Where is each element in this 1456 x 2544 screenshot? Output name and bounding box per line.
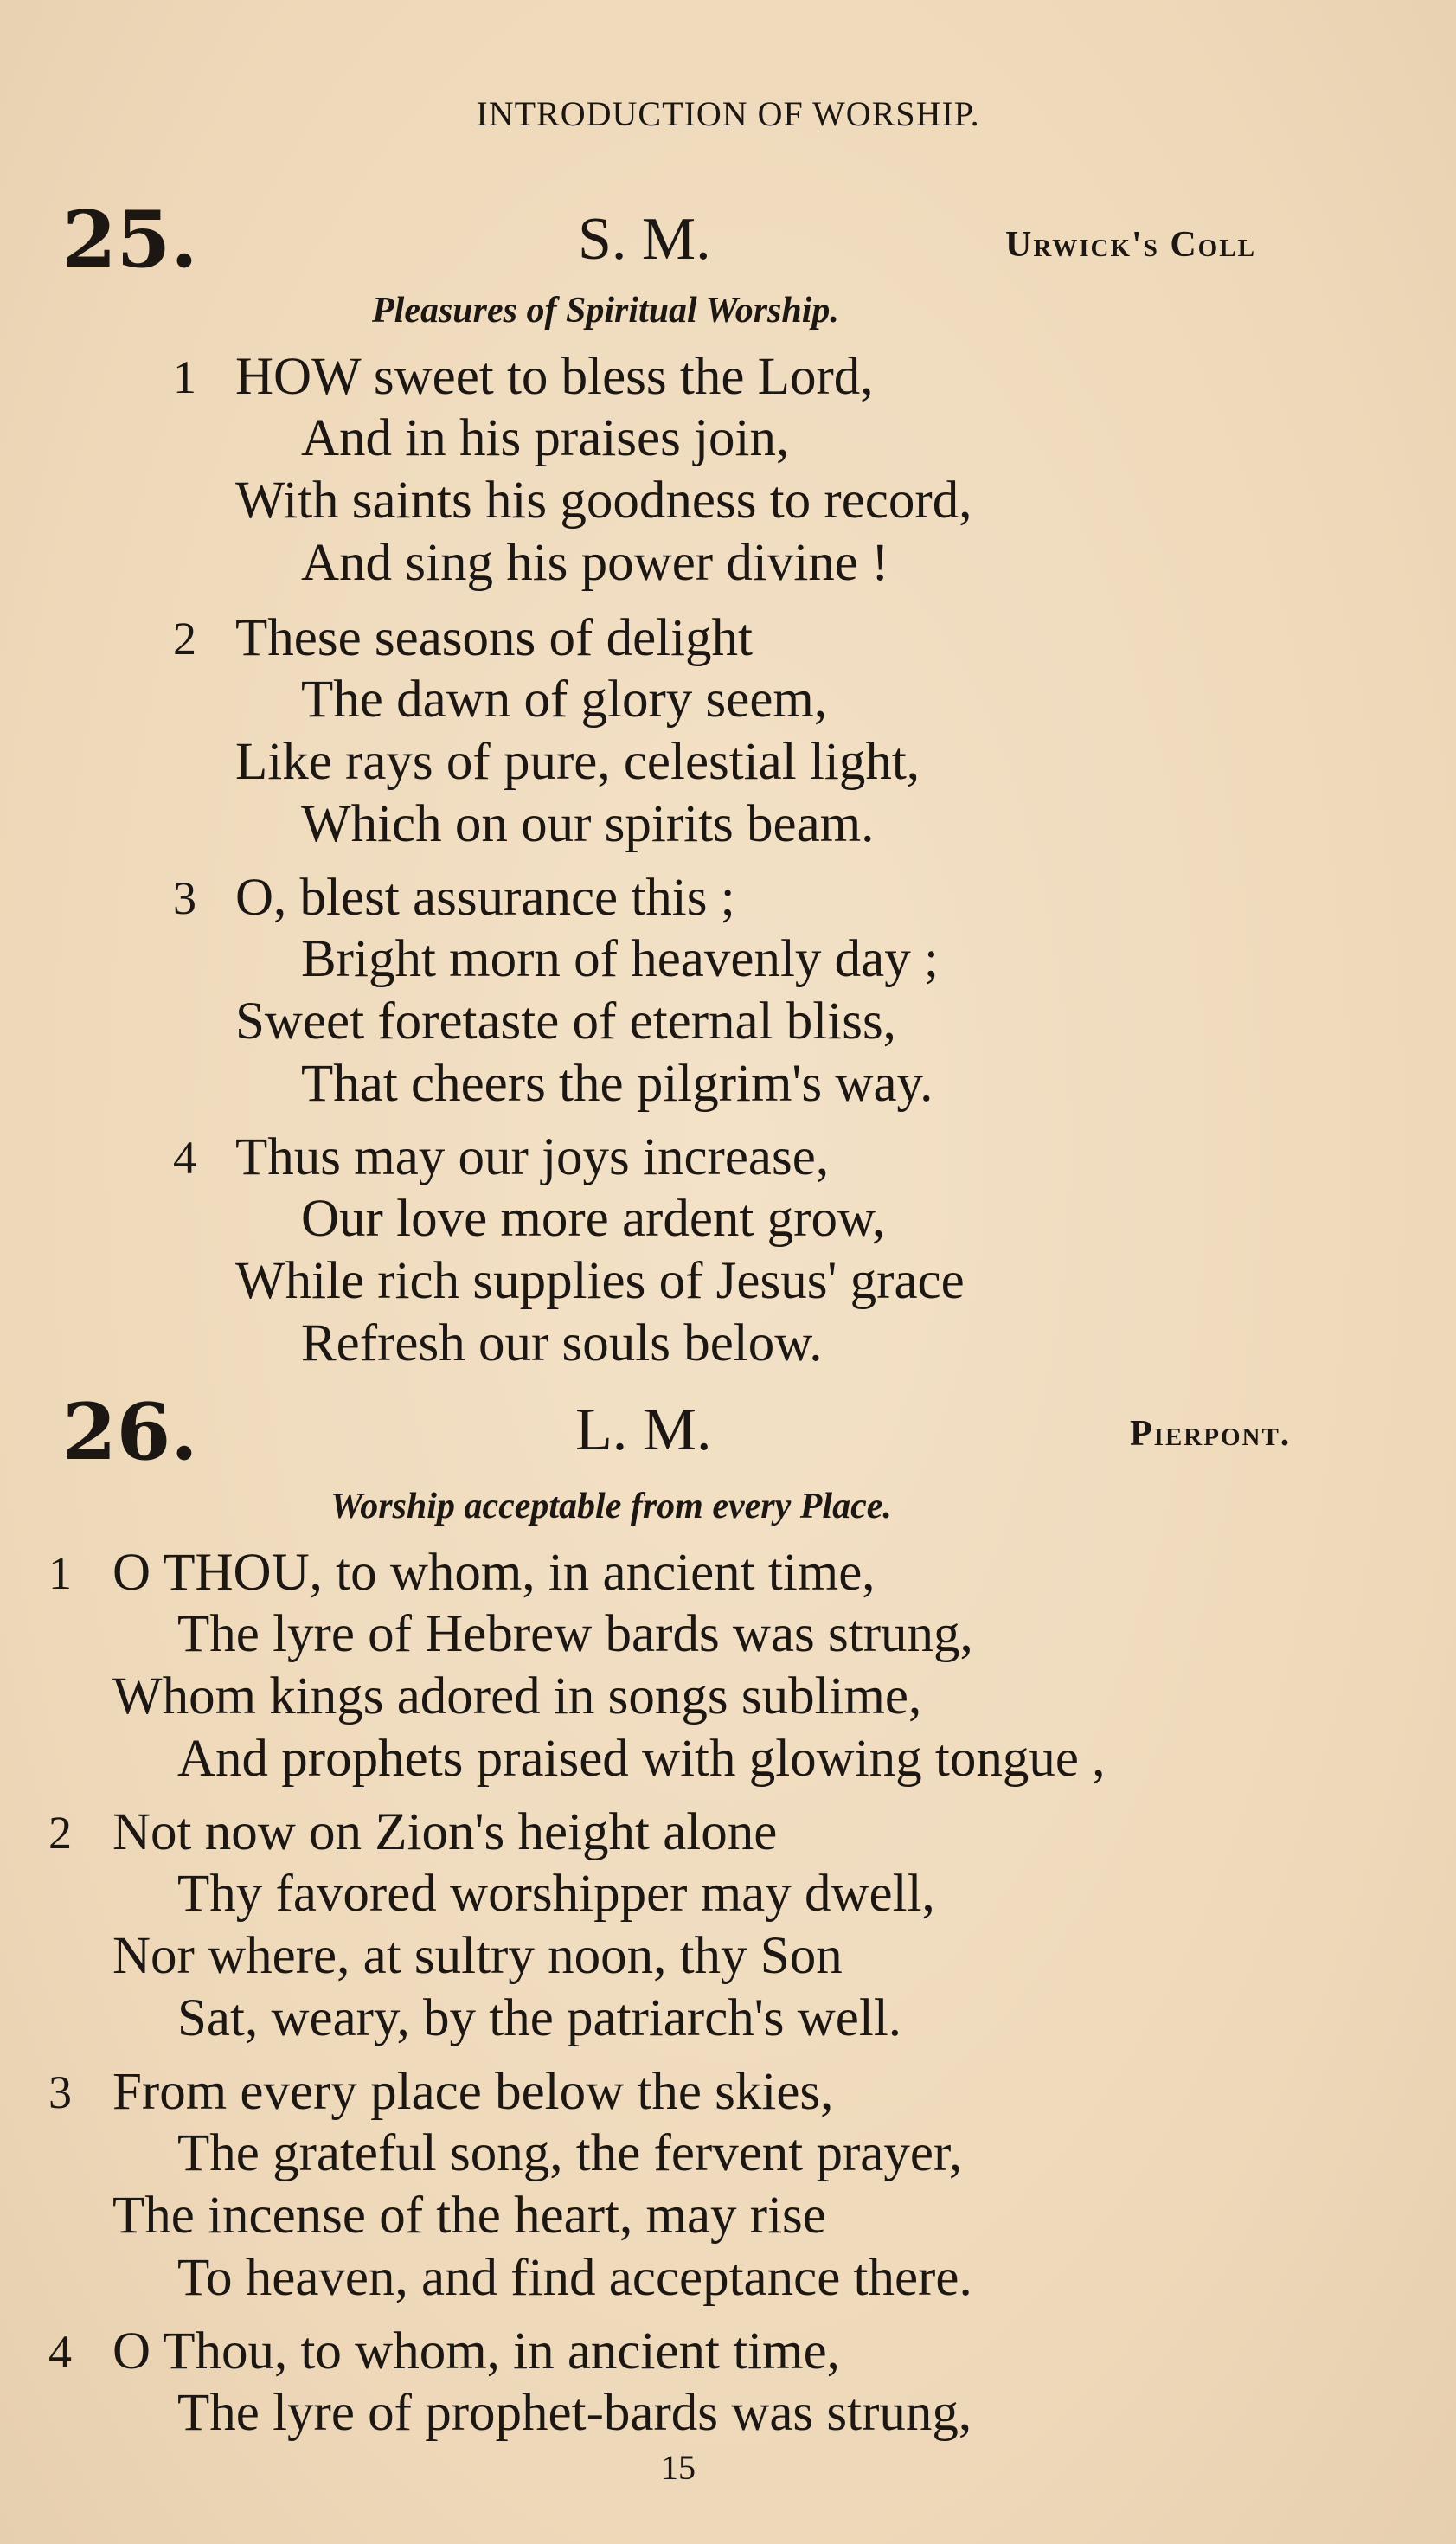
hymn-number: 25. [62,194,198,286]
verse-line: And prophets praised with glowing tongue , [177,1730,1106,1788]
verse-line: To heaven, and find acceptance there. [177,2249,972,2307]
verse-line: Nor where, at sultry noon, thy Son [112,1927,843,1985]
hymn-meter: S. M. [578,206,711,273]
verse-line: HOW sweet to bless the Lord, [235,348,874,406]
verse-line: That cheers the pilgrim's way. [301,1055,933,1113]
verse-line: Bright morn of heavenly day ; [301,930,939,988]
page-number: 15 [661,2448,696,2487]
verse-line: While rich supplies of Jesus' grace [235,1252,965,1310]
verse-number: 3 [173,872,196,924]
verse-line: O THOU, to whom, in ancient time, [112,1544,876,1602]
hymn-meter: L. M. [575,1397,712,1463]
hymn-number: 26. [62,1386,198,1478]
verse-line: Like rays of pure, celestial light, [235,733,920,791]
verse-line: The grateful song, the fervent prayer, [177,2124,963,2182]
hymn-author: Urwick's Coll [1005,225,1256,265]
hymn-subtitle: Worship acceptable from every Place. [330,1487,892,1526]
verse-line: Our love more ardent grow, [301,1190,886,1248]
verse-number: 4 [48,2326,72,2378]
verse-line: Refresh our souls below. [301,1314,823,1372]
hymn-subtitle: Pleasures of Spiritual Worship. [372,291,839,331]
verse-line: With saints his goodness to record, [235,472,972,530]
verse-line: Not now on Zion's height alone [112,1803,778,1861]
verse-line: And in his praises join, [301,409,790,467]
running-head: INTRODUCTION OF WORSHIP. [476,94,980,133]
verse-number: 1 [173,351,196,403]
verse-number: 2 [48,1807,72,1859]
verse-line: Thus may our joys increase, [235,1128,830,1186]
verse-line: These seasons of delight [235,609,753,667]
verse-line: Sweet foretaste of eternal bliss, [235,993,896,1050]
verse-line: Which on our spirits beam. [301,795,875,853]
verse-line: Sat, weary, by the patriarch's well. [177,1989,902,2047]
verse-line: From every place below the skies, [112,2063,834,2121]
verse-number: 3 [48,2066,72,2118]
verse-line: The lyre of prophet-bards was strung, [177,2384,972,2442]
verse-line: O Thou, to whom, in ancient time, [112,2322,840,2380]
verse-line: Thy favored worshipper may dwell, [177,1865,935,1923]
verse-number: 4 [173,1132,196,1184]
verse-line: The lyre of Hebrew bards was strung, [177,1605,973,1663]
verse-line: Whom kings adored in songs sublime, [112,1667,922,1725]
verse-number: 1 [48,1547,72,1599]
verse-line: The dawn of glory seem, [301,671,828,729]
verse-line: And sing his power divine ! [301,534,889,592]
verse-line: The incense of the heart, may rise [112,2187,826,2245]
hymn-author: Pierpont. [1130,1414,1292,1454]
verse-line: O, blest assurance this ; [235,869,735,927]
verse-number: 2 [173,613,196,665]
